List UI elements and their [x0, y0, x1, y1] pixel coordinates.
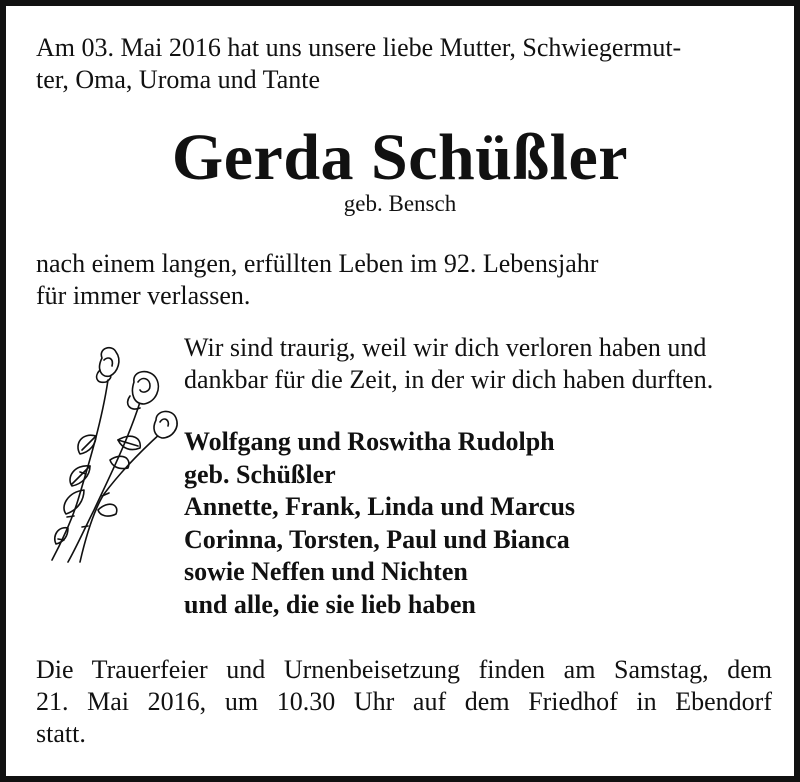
funeral-text: [36, 654, 772, 750]
passing-line-1: nach einem langen, erfüllten Leben im 92. Lebensjahr: [36, 249, 599, 278]
quote-line-1: Wir sind traurig, weil wir dich verloren haben und: [184, 333, 707, 362]
intro-text: [36, 32, 772, 96]
mourner-line: Corinna, Torsten, Paul und Bianca: [184, 524, 570, 554]
passing-text: [36, 248, 772, 312]
quote-line-2: dankbar für die Zeit, in der wir dich haben durften.: [184, 365, 714, 394]
roses-illustration-icon: [38, 340, 180, 566]
intro-line-1: Am 03. Mai 2016 hat uns unsere liebe Mutter, Schwiegermut-: [36, 33, 682, 62]
mourner-line: sowie Neffen und Nichten: [184, 557, 468, 586]
quote-text: [184, 332, 776, 396]
mourner-line: und alle, die sie lieb haben: [184, 589, 476, 619]
mourners-list: [184, 426, 784, 621]
intro-line-2: ter, Oma, Uroma und Tante: [36, 65, 321, 94]
mourner-line: Wolfgang und Roswitha Rudolph: [184, 427, 555, 456]
passing-line-2: für immer verlassen.: [36, 281, 251, 310]
mourner-line: geb. Schüßler: [184, 459, 336, 489]
funeral-line-3: statt.: [36, 719, 86, 748]
funeral-line-2: 21. Mai 2016, um 10.30 Uhr auf dem Friedhof in Ebendorf: [36, 687, 772, 716]
maiden-name: geb. Bensch: [343, 191, 457, 216]
funeral-line-1: Die Trauerfeier und Urnenbeisetzung finden am Samstag, dem: [36, 655, 772, 684]
mourner-line: Annette, Frank, Linda und Marcus: [184, 492, 576, 521]
deceased-name: Gerda Schüßler: [171, 121, 629, 194]
